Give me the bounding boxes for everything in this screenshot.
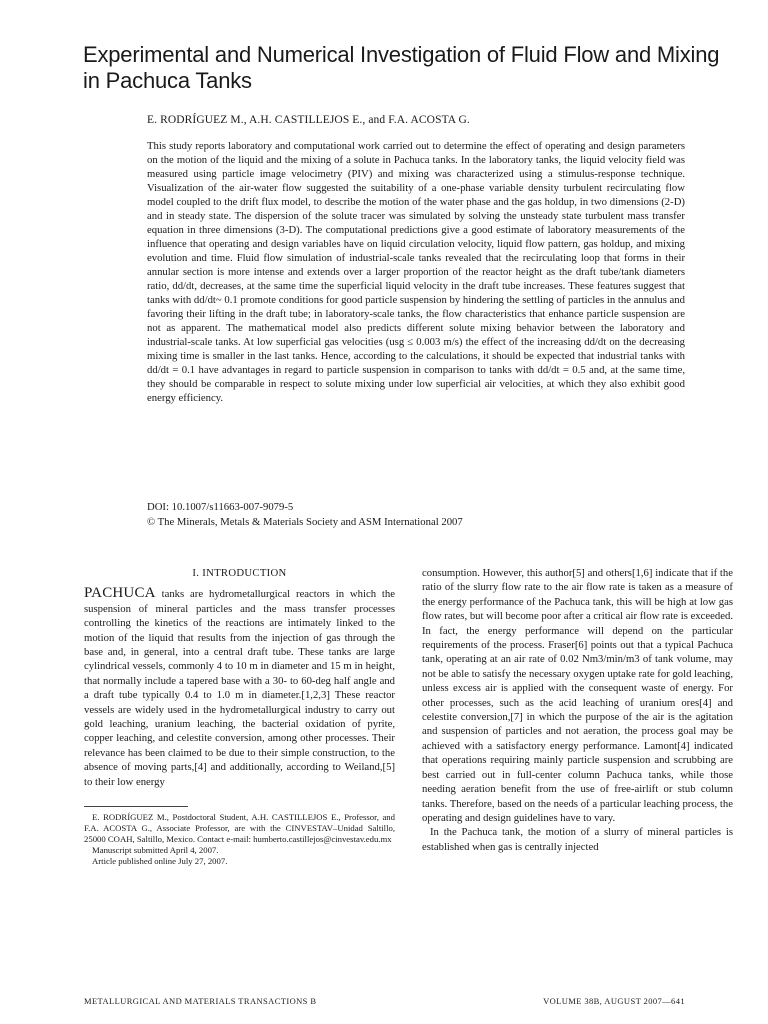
author-list: E. RODRÍGUEZ M., A.H. CASTILLEJOS E., and F.A. ACOSTA G. <box>147 114 470 126</box>
footnote-divider <box>84 806 188 807</box>
abstract-text: This study reports laboratory and computational work carried out to determine the effect of operating and design parameters on the motion of the liquid and the mixing of a solute in Pachuca tanks. In the laboratory tanks, the liquid velocity field was measured using particle image velocimetry (PIV) and mixing was characterized using a stimulus-response technique. Visualization of the air-water flow suggested the suitability of a one-phase variable density turbulent recirculating flow model coupled to the drift flux model, to describe the motion of the water phase and the gas holdup, in two dimensions (2-D) and in steady state. The dispersion of the solute tracer was simulated by solving the unsteady state turbulent mass transfer equation in three dimensions (3-D). The computational predictions give a good estimate of laboratory measurements of the influence that operating and design variables have on liquid circulation velocity, liquid flow pattern, gas holdup, and mixing evolution and time. Fluid flow simulation of industrial-scale tanks revealed that the recirculating loop that forms in their annular section is more intense and extends over a larger proportion of the reactor height as the draft tube/tank diameters ratio, dd/dt, decreases, at the same time the superficial liquid velocity in the draft tube increases. These features suggest that tanks with dd/dt~ 0.1 promote conditions for good particle suspension by hindering the settling of particles in the annulus and favoring their lifting in the draft tube; in laboratory-scale tanks, the flow characteristics that enhance particle suspension are not as apparent. The mathematical model also predicts different solute mixing behavior between the laboratory and industrial-scale tanks. At low superficial gas velocities (usg ≤ 0.003 m/s) the effect of the increasing dd/dt on the decreasing mixing time is smaller in the last tanks. Hence, according to the calculations, it should be expected that industrial tanks with dd/dt = 0.1 have advantages in regard to particle suspension in comparison to tanks with dd/dt = 0.5 and, at the same time, they should be comparable in respect to solute mixing under low superficial air velocities, at which they also exhibit good energy efficiency. <box>147 140 685 404</box>
manuscript-submitted: Manuscript submitted April 4, 2007. <box>92 845 219 856</box>
copyright-notice: © The Minerals, Metals & Materials Society and ASM International 2007 <box>147 516 463 528</box>
intro-paragraph-1 <box>84 586 395 789</box>
doi-block <box>147 500 685 530</box>
footnotes <box>84 812 395 867</box>
article-published: Article published online July 27, 2007. <box>92 856 228 867</box>
intro-paragraph-3: In the Pachuca tank, the motion of a slurry of mineral particles is established when gas is centrally injected <box>422 826 733 853</box>
section-heading: I. INTRODUCTION <box>192 567 287 579</box>
paper-title: Experimental and Numerical Investigation of Fluid Flow and Mixing in Pachuca Tanks <box>83 42 720 93</box>
author-affiliation: E. RODRÍGUEZ M., Postdoctoral Student, A.H. CASTILLEJOS E., Professor, and F.A. ACOSTA G., Associate Professor, are with the CINVESTAV–Unidad Saltillo, 25000 COAH, Saltillo, Mexico. Contact e-mail: humberto.castillejos@cinvestav.edu.mx <box>84 812 395 845</box>
dropcap-word: PACHUCA <box>84 585 156 602</box>
right-column <box>422 566 733 854</box>
doi-link[interactable]: DOI: 10.1007/s11663-007-9079-5 <box>147 501 294 513</box>
left-column <box>84 566 395 867</box>
intro-paragraph-1-text: tanks are hydrometallurgical reactors in which the suspension of mineral particles and the mass transfer processes controlling the kinetics of the reactions are intimately linked to the motion of the liquid that results from the injection of gas through the base and, in general, into a central draft tube. These tanks are large cylindrical vessels, commonly 4 to 10 m in diameter and 15 m in height, that normally include a tapered base with a 30- to 60-deg half angle and a draft tube typically 0.4 to 1.0 m in diameter.[1,2,3] These reactor vessels are widely used in the hydrometallurgical industry to carry out gold leaching, uranium leaching, the bacterial oxidation of pyrite, copper leaching, and celestite conversion, among other processes. Their relevance has been claimed to be due to their simple construction, to the absence of moving parts,[4] and additionally, according to Weiland,[5] to their low energy <box>84 588 395 788</box>
intro-paragraph-2: consumption. However, this author[5] and others[1,6] indicate that if the ratio of the slurry flow rate to the air flow rate is taken as a measure of the energy performance of the Pachuca tank, this will be high at low gas flow rates, but will become poor after a critical air flow rate is exceeded. In fact, the energy performance will depend on the particular requirements of the process. Fraser[6] points out that a typical Pachuca tank, operating at an air rate of 0.02 Nm3/min/m3 of tank volume, may not be able to satisfy the necessary oxygen uptake rate for gold leaching, unless excess air is applied with the consequent waste of energy. For other processes, such as the acid leaching of uranium ores[4] and celestite conversion,[7] in which the purpose of the air is the agitation and suspension of particles and not aeration, the process goal may be achieved with a satisfactory energy performance. Lamont[4] indicated that operations requiring mainly particle suspension and scrubbing are best carried out in full-center column Pachuca tanks, while those needing aeration benefit from the use of free-airlift or stub column tanks. Therefore, based on the needs of a particular leaching process, the operating and design guidelines have to vary. <box>422 567 733 824</box>
volume-page-footer: VOLUME 38B, AUGUST 2007—641 <box>543 996 685 1006</box>
journal-name-footer: METALLURGICAL AND MATERIALS TRANSACTIONS B <box>84 996 317 1006</box>
